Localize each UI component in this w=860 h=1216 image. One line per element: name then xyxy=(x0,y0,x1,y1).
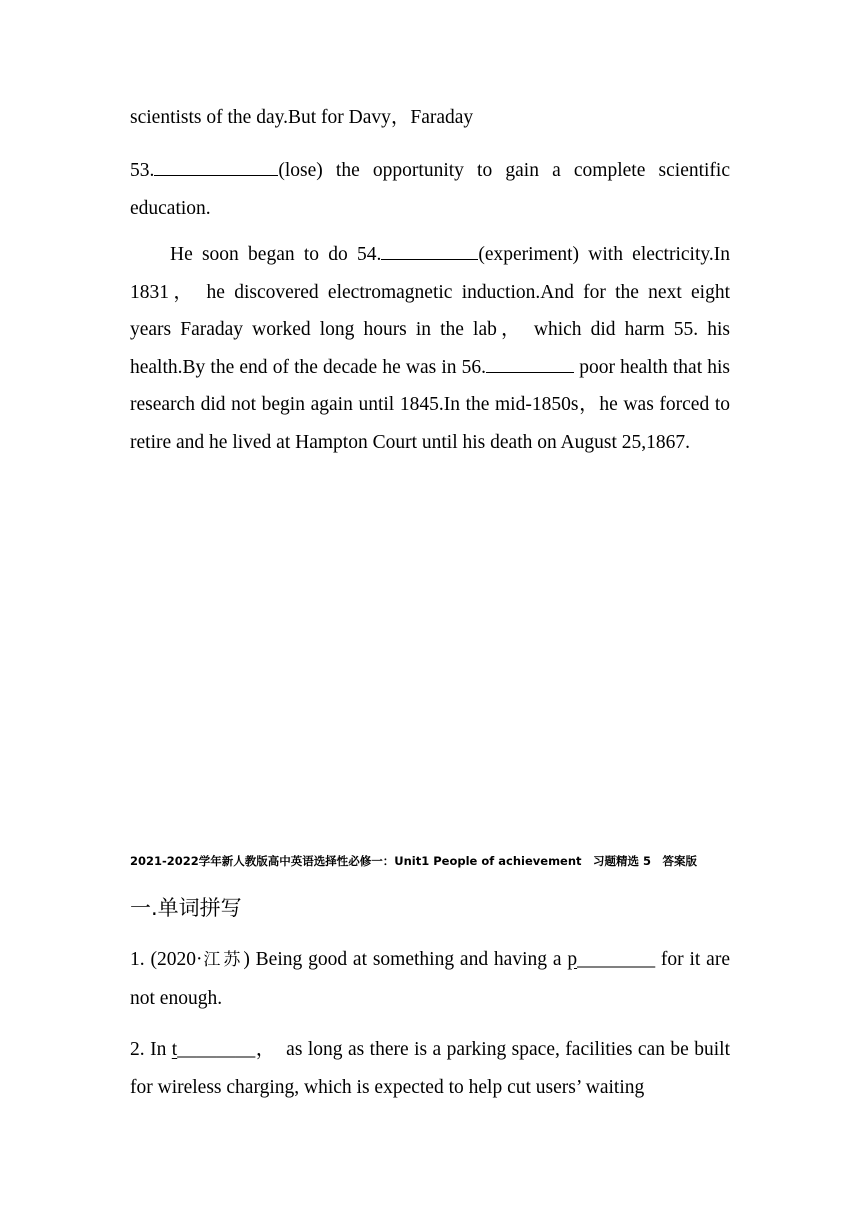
text-fragment: ， as long as there is a parking space, facilities can be built for wireless charging, which is expected to help cut users’ waiting xyxy=(130,1039,731,1098)
text-fragment: the opportunity to gain a complete scientific education. xyxy=(130,160,730,219)
question-number-53: 53. xyxy=(130,160,155,181)
question-1 xyxy=(130,941,730,1017)
answer-blank-1[interactable]: ________ xyxy=(577,949,656,970)
answer-doc-title: 2021-2022学年新人教版高中英语选择性必修一：Unit1 People of achievement 习题精选 5 答案版 xyxy=(130,854,698,868)
text-fragment: scientists of the day.But for Davy，Faraday xyxy=(130,107,474,128)
answer-blank-54[interactable] xyxy=(381,239,478,260)
passage-question-53 xyxy=(130,152,730,227)
text-fragment: poor health that his research did not begin again until 1845.In the mid-1850s，he was forced to retire and he lived at Hampton Court until his death on August 25,1867. xyxy=(130,356,731,453)
initial-letter-t: t xyxy=(171,1039,178,1060)
answer-blank-53[interactable] xyxy=(154,155,278,176)
question-number-2: 2. In xyxy=(130,1039,172,1060)
question-2 xyxy=(130,1031,730,1106)
text-fragment: ) Being good at something and having a xyxy=(243,949,568,970)
question-source: 江苏 xyxy=(202,950,244,970)
passage-line-continuation xyxy=(130,99,730,137)
passage-paragraph-2 xyxy=(130,236,730,461)
text-fragment: He soon began to do 54. xyxy=(170,244,382,265)
hint-lose: (lose) xyxy=(278,160,323,181)
text-fragment: for it are not enough. xyxy=(130,949,730,1009)
text-fragment: his health.By the end of the decade he was in 56. xyxy=(130,319,730,378)
section-heading: 一.单词拼写 xyxy=(130,896,242,920)
text-fragment: with electricity.In 1831， he discovered electromagnetic induction.And for the next eight years Faraday worked long hours in the lab， which did harm 55. xyxy=(130,244,730,340)
answer-blank-2[interactable]: ________ xyxy=(177,1039,256,1060)
answer-blank-56[interactable] xyxy=(486,352,574,373)
hint-experiment: (experiment) xyxy=(478,244,580,265)
initial-letter-p: p xyxy=(567,949,578,970)
question-number-1: 1. (2020· xyxy=(130,949,203,970)
